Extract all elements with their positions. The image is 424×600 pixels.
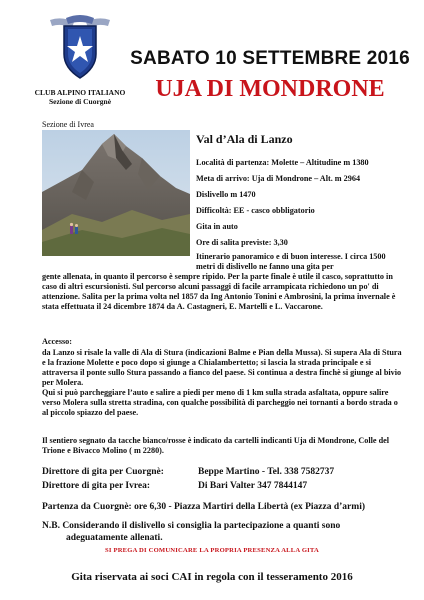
- elevation-gain: Dislivello m 1470: [196, 190, 256, 199]
- ascent-time: Ore di salita previste: 3,30: [196, 238, 288, 247]
- club-section: Sezione di Cuorgnè: [48, 97, 112, 106]
- members-footer: Gita riservata ai soci CAI in regola con il tesseramento 2016: [71, 571, 353, 583]
- secondary-section: Sezione di Ivrea: [42, 120, 94, 129]
- mountain-photo: [42, 130, 190, 256]
- itinerary-intro: Itinerario panoramico e di buon interesse. I circa 1500 metri di dislivello ne fanno una gita per: [196, 252, 386, 271]
- cai-logo-icon: [44, 14, 116, 82]
- leader-cuorgne-contact: Beppe Martino - Tel. 338 7582737: [198, 467, 335, 477]
- nb-note-line1: N.B. Considerando il dislivello si consiglia la partecipazione a quanti sono: [42, 521, 341, 531]
- meeting-point: Partenza da Cuorgnè: ore 6,30 - Piazza Martiri della Libertà (ex Piazza d’armi): [42, 502, 365, 512]
- itinerary-text: gente allenata, in quanto il percorso è sempre ripido. Per la parte finale è utile il casco, soprattutto in caso di altri escursionisti. Sul percorso alcuni passaggi di facile arrampicata richiedono un po' di attenzione. Salita per la prima volta nel 1857 da Ing Antonio Tonini e Ambrosini, la prima invernale è stata effettuata il 24 dicembre 1874 da A. Castagneri, E. Martelli e L. Vaccarone.: [42, 272, 396, 311]
- difficulty: Difficoltà: EE - casco obbligatorio: [196, 206, 315, 215]
- access-parking: Qui si può parcheggiare l’auto e salire a piedi per meno di 1 km sulla strada asfaltata, oppure salire verso Molera sulla stretta stradina, con qualche possibilità di parcheggio nei tornanti a bordo strada o al piccolo spiazzo del paese.: [42, 388, 398, 417]
- leader-ivrea-label: Direttore di gita per Ivrea:: [42, 481, 150, 491]
- trail-info: Il sentiero segnato da tacche bianco/rosse è indicato da cartelli indicanti Uja di Mondrone, Colle del Trione e Bivacco Molino ( m 2280).: [42, 436, 390, 455]
- transport: Gita in auto: [196, 222, 238, 231]
- attendance-notice: SI PREGA DI COMUNICARE LA PROPRIA PRESENZA ALLA GITA: [105, 547, 319, 554]
- page-title: UJA DI MONDRONE: [155, 76, 385, 102]
- access-directions: da Lanzo si risale la valle di Ala di Stura (indicazioni Balme e Pian della Mussa). Si supera Ala di Stura e la frazione Molette e poco dopo si giunge a Chialambertetto; si lascia la strada principale e si attraversa il ponte sullo Stura passando a fianco del paese. Si continua a destra finchè si giunge al bivio per Molera.: [42, 348, 402, 387]
- leader-ivrea-contact: Di Bari Valter 347 7844147: [198, 481, 308, 491]
- leader-cuorgne-label: Direttore di gita per Cuorgnè:: [42, 467, 164, 477]
- nb-note-line2: adeguatamente allenati.: [66, 533, 163, 543]
- departure-info: Località di partenza: Molette – Altitudine m 1380: [196, 158, 369, 167]
- valley-name: Val d’Ala di Lanzo: [196, 132, 293, 146]
- event-date: SABATO 10 SETTEMBRE 2016: [130, 48, 410, 69]
- destination-info: Meta di arrivo: Uja di Mondrone – Alt. m 2964: [196, 174, 361, 183]
- access-label: Accesso:: [42, 337, 73, 346]
- club-name: CLUB ALPINO ITALIANO: [34, 88, 126, 97]
